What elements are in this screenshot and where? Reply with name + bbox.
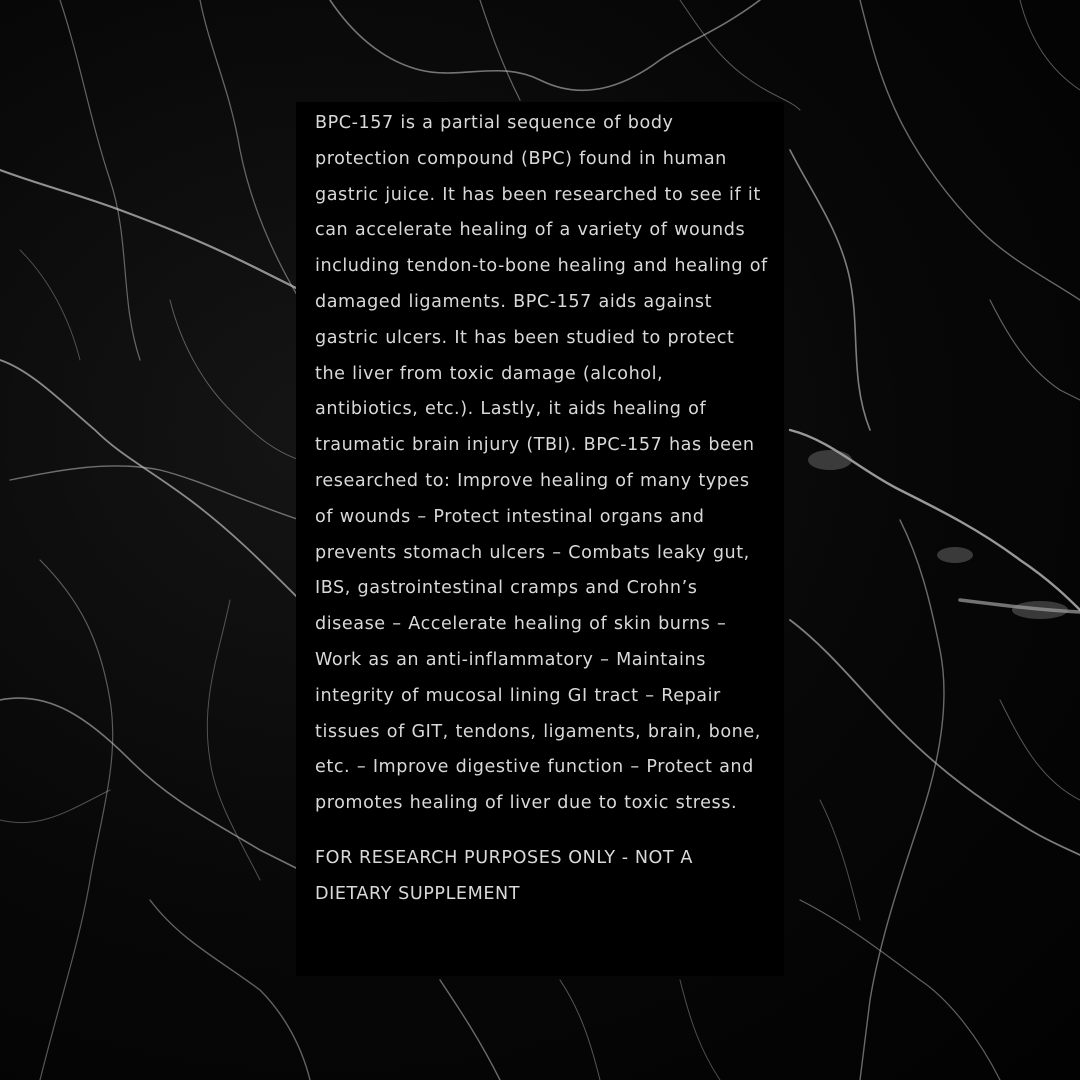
product-description: BPC-157 is a partial sequence of body protection compound (BPC) found in human gastric juice. It has been researched to see if it can accelerate healing of a variety of wounds including tendon-to-bone healing and healing of damaged ligaments. BPC-157 aids against gastric ulcers. It has been studied to protect the liver from toxic damage (alcohol, antibiotics, etc.). Lastly, it aids healing of traumatic brain injury (TBI). BPC-157 has been researched to: Improve healing of many types of wounds – Protect intestinal organs and prevents stomach ulcers – Combats leaky gut, IBS, gastrointestinal cramps and Crohn’s disease – Accelerate healing of skin burns – Work as an anti-inflammatory – Maintains integrity of mucosal lining GI tract – Repair tissues of GIT, tendons, ligaments, brain, bone, etc. – Improve digestive function – Protect and promotes healing of liver due to toxic stress. bbox=[315, 113, 768, 814]
description-panel bbox=[296, 102, 784, 976]
research-disclaimer: FOR RESEARCH PURPOSES ONLY - NOT A DIETARY SUPPLEMENT bbox=[315, 847, 693, 904]
